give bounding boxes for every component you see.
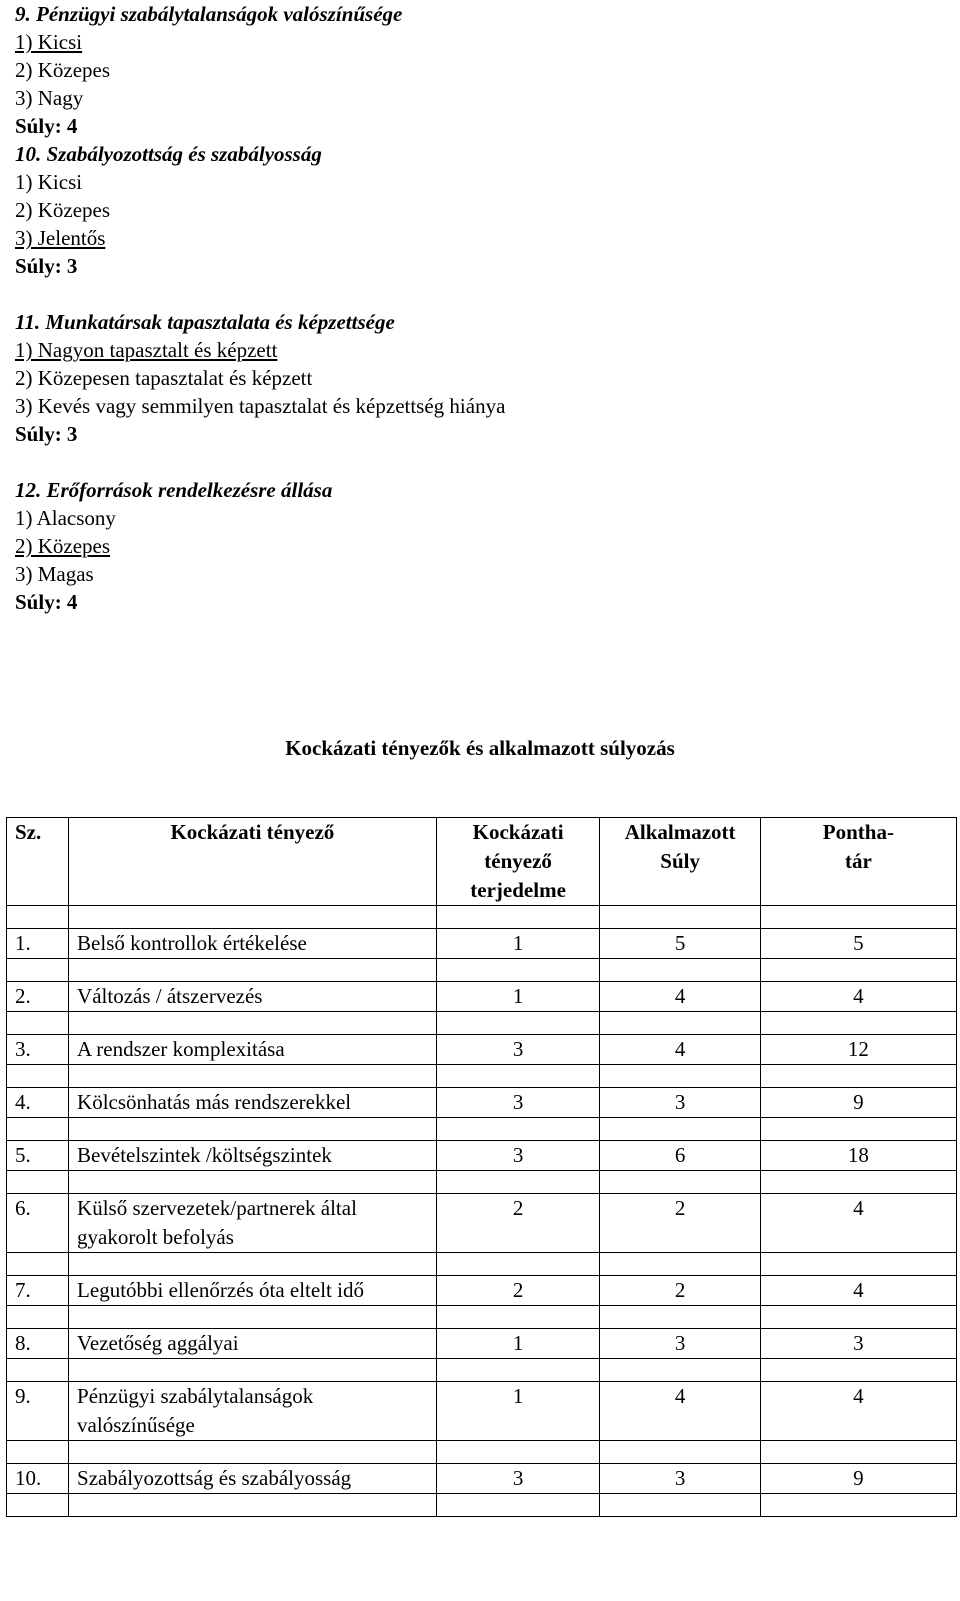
row-factor: Bevételszintek /költségszintek [69,1141,437,1171]
spacer-row [7,906,957,929]
row-extent: 3 [436,1088,600,1118]
spacer-cell [436,1306,600,1329]
table-row [7,1382,957,1441]
spacer-cell [436,1441,600,1464]
spacer-cell [7,906,69,929]
row-score: 4 [760,982,956,1012]
row-number: 5. [7,1141,69,1171]
spacer-cell [69,1359,437,1382]
row-weight: 2 [600,1194,760,1253]
col-header-weight: Alkalmazott Súly [600,818,760,906]
spacer-row [7,1065,957,1088]
row-factor: Pénzügyi szabálytalanságok valószínűsége [69,1382,437,1441]
spacer-cell [7,1065,69,1088]
row-weight: 3 [600,1329,760,1359]
row-score: 9 [760,1464,956,1494]
spacer-cell [600,1118,760,1141]
spacer-cell [600,1012,760,1035]
spacer-cell [600,1171,760,1194]
table-row [7,1329,957,1359]
spacer-cell [760,1494,956,1517]
table-row [7,1035,957,1065]
row-weight: 5 [600,929,760,959]
row-score: 5 [760,929,956,959]
col-header-score: Pontha-tár [760,818,956,906]
spacer-cell [69,1012,437,1035]
criteria-line: 1) Kicsi [15,30,83,54]
spacer-cell [7,1494,69,1517]
row-number: 7. [7,1276,69,1306]
criteria-line: 2) Közepes [15,58,111,82]
row-score: 4 [760,1382,956,1441]
row-number: 6. [7,1194,69,1253]
row-number: 2. [7,982,69,1012]
row-factor: A rendszer komplexitása [69,1035,437,1065]
spacer-cell [69,1253,437,1276]
row-factor: Kölcsönhatás más rendszerekkel [69,1088,437,1118]
row-factor: Legutóbbi ellenőrzés óta eltelt idő [69,1276,437,1306]
criteria-line: 3) Jelentős [15,226,106,250]
table-title: Kockázati tényezők és alkalmazott súlyozás [285,736,675,760]
spacer-cell [760,1012,956,1035]
spacer-cell [69,1441,437,1464]
row-extent: 3 [436,1035,600,1065]
risk-factor-table [6,817,957,1517]
criteria-line: Súly: 3 [15,422,78,446]
col-header-factor: Kockázati tényező [69,818,437,906]
col-header-extent: Kockázati tényező terjedelme [436,818,600,906]
table-row [7,1088,957,1118]
spacer-cell [600,1359,760,1382]
row-score: 9 [760,1088,956,1118]
row-extent: 3 [436,1141,600,1171]
table-row [7,1141,957,1171]
criteria-line: 2) Közepesen tapasztalat és képzett [15,366,313,390]
row-weight: 3 [600,1464,760,1494]
row-number: 10. [7,1464,69,1494]
row-extent: 1 [436,1329,600,1359]
spacer-cell [760,1253,956,1276]
criteria-line: 2) Közepes [15,534,111,558]
spacer-cell [436,1065,600,1088]
criteria-line: 10. Szabályozottság és szabályosság [15,142,322,166]
spacer-cell [69,1494,437,1517]
spacer-cell [7,1359,69,1382]
table-header-row [7,818,957,906]
row-number: 9. [7,1382,69,1441]
spacer-cell [436,959,600,982]
spacer-cell [600,906,760,929]
row-number: 8. [7,1329,69,1359]
spacer-cell [600,959,760,982]
spacer-cell [7,1012,69,1035]
spacer-row [7,1306,957,1329]
row-number: 3. [7,1035,69,1065]
criteria-line: 11. Munkatársak tapasztalata és képzettsége [15,310,395,334]
row-factor: Külső szervezetek/partnerek által gyakorolt befolyás [69,1194,437,1253]
criteria-line: Súly: 4 [15,114,78,138]
spacer-cell [436,1253,600,1276]
table-row [7,982,957,1012]
spacer-cell [7,959,69,982]
row-factor: Szabályozottság és szabályosság [69,1464,437,1494]
criteria-line: 1) Kicsi [15,170,83,194]
row-weight: 6 [600,1141,760,1171]
criteria-line: Súly: 4 [15,590,78,614]
row-extent: 3 [436,1464,600,1494]
table-row [7,1464,957,1494]
row-score: 12 [760,1035,956,1065]
row-extent: 1 [436,982,600,1012]
spacer-cell [600,1494,760,1517]
spacer-cell [760,1306,956,1329]
row-number: 4. [7,1088,69,1118]
row-score: 4 [760,1276,956,1306]
row-score: 18 [760,1141,956,1171]
spacer-cell [760,1441,956,1464]
spacer-row [7,1118,957,1141]
col-header-number: Sz. [7,818,69,906]
spacer-cell [436,906,600,929]
spacer-row [7,1012,957,1035]
row-extent: 2 [436,1194,600,1253]
spacer-row [7,1253,957,1276]
criteria-line: 1) Alacsony [15,506,116,530]
spacer-cell [600,1441,760,1464]
spacer-cell [760,906,956,929]
table-row [7,1194,957,1253]
criteria-line: 2) Közepes [15,198,111,222]
row-factor: Változás / átszervezés [69,982,437,1012]
table-row [7,929,957,959]
row-extent: 2 [436,1276,600,1306]
spacer-cell [600,1306,760,1329]
spacer-cell [760,1065,956,1088]
spacer-row [7,1494,957,1517]
table-row [7,1276,957,1306]
spacer-cell [760,1359,956,1382]
row-score: 3 [760,1329,956,1359]
row-weight: 4 [600,1382,760,1441]
spacer-cell [69,1171,437,1194]
row-number: 1. [7,929,69,959]
spacer-cell [7,1118,69,1141]
criteria-line: 3) Magas [15,562,94,586]
row-weight: 3 [600,1088,760,1118]
row-factor: Vezetőség aggályai [69,1329,437,1359]
criteria-line: Súly: 3 [15,254,78,278]
row-score: 4 [760,1194,956,1253]
spacer-cell [760,1171,956,1194]
criteria-line: 3) Nagy [15,86,84,110]
spacer-cell [7,1253,69,1276]
spacer-cell [69,1065,437,1088]
criteria-line: 9. Pénzügyi szabálytalanságok valószínűsége [15,2,403,26]
row-weight: 4 [600,982,760,1012]
spacer-cell [600,1253,760,1276]
row-extent: 1 [436,1382,600,1441]
criteria-line: 1) Nagyon tapasztalt és képzett [15,338,278,362]
spacer-row [7,1359,957,1382]
row-extent: 1 [436,929,600,959]
spacer-cell [7,1306,69,1329]
spacer-cell [69,906,437,929]
spacer-row [7,1441,957,1464]
spacer-cell [436,1171,600,1194]
spacer-cell [436,1118,600,1141]
spacer-row [7,1171,957,1194]
spacer-cell [69,959,437,982]
row-weight: 4 [600,1035,760,1065]
criteria-line: 12. Erőforrások rendelkezésre állása [15,478,333,502]
spacer-cell [69,1306,437,1329]
spacer-cell [7,1171,69,1194]
row-weight: 2 [600,1276,760,1306]
criteria-line: 3) Kevés vagy semmilyen tapasztalat és képzettség hiánya [15,394,506,418]
spacer-cell [436,1012,600,1035]
spacer-cell [760,1118,956,1141]
spacer-cell [7,1441,69,1464]
spacer-cell [436,1359,600,1382]
spacer-row [7,959,957,982]
spacer-cell [69,1118,437,1141]
row-factor: Belső kontrollok értékelése [69,929,437,959]
spacer-cell [436,1494,600,1517]
spacer-cell [600,1065,760,1088]
spacer-cell [760,959,956,982]
